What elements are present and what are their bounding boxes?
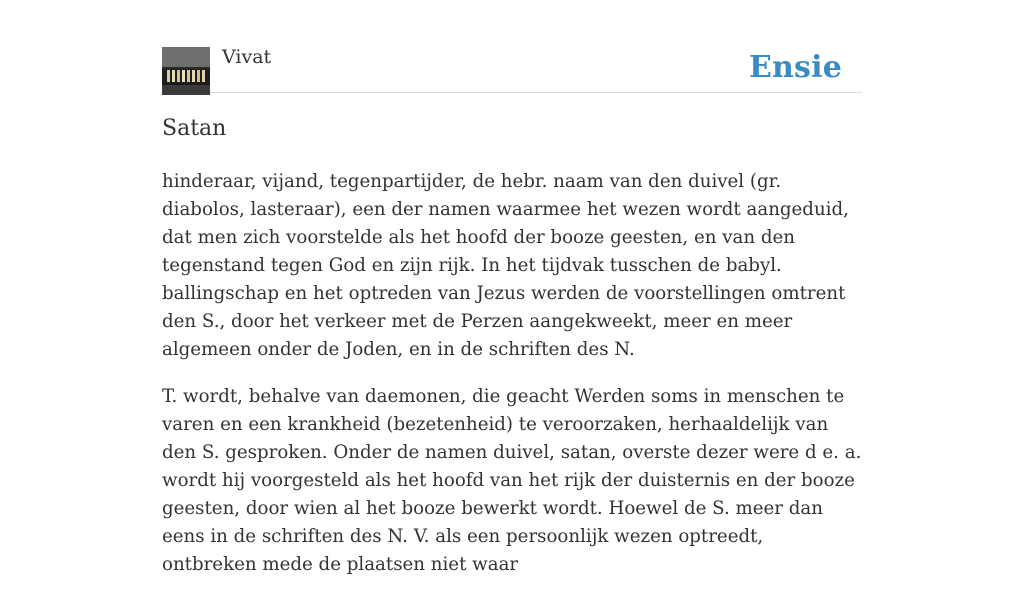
- article-paragraph: hinderaar, vijand, tegenpartijder, de hebr. naam van den duivel (gr. diabolos, lasteraar), een der namen waarmee het wezen wordt aangeduid, dat men zich voorstelde als het hoofd der booze geesten, en van den tegenstand tegen God en zijn rijk. In het tijdvak tusschen de babyl. ballingschap en het optreden van Jezus werden de voorstellingen omtrent den S., door het verkeer met de Perzen aangekweekt, meer en meer algemeen onder de Joden, en in de schriften des N.: [162, 171, 849, 360]
- source-name[interactable]: Vivat: [222, 46, 272, 68]
- article-page: [162, 0, 862, 575]
- article-paragraph: T. wordt, behalve van daemonen, die geacht Werden soms in menschen te varen en een krankheid (bezetenheid) te veroorzaken, herhaaldelijk van den S. gesproken. Onder de namen duivel, satan, overste dezer were d e. a. wordt hij voorgesteld als het hoofd van het rijk der duisternis en der booze geesten, door wien al het booze bewerkt wordt. Hoewel de S. meer dan eens in de schriften des N. V. als een persoonlijk wezen optreedt, ontbreken mede de plaatsen niet waar: [162, 386, 862, 575]
- source-avatar[interactable]: [162, 47, 210, 95]
- article-header: [162, 0, 862, 93]
- ensie-logo[interactable]: Ensie: [748, 50, 842, 85]
- article-body: [162, 168, 862, 598]
- book-spines-icon: [162, 47, 210, 95]
- article-title: Satan: [162, 116, 227, 141]
